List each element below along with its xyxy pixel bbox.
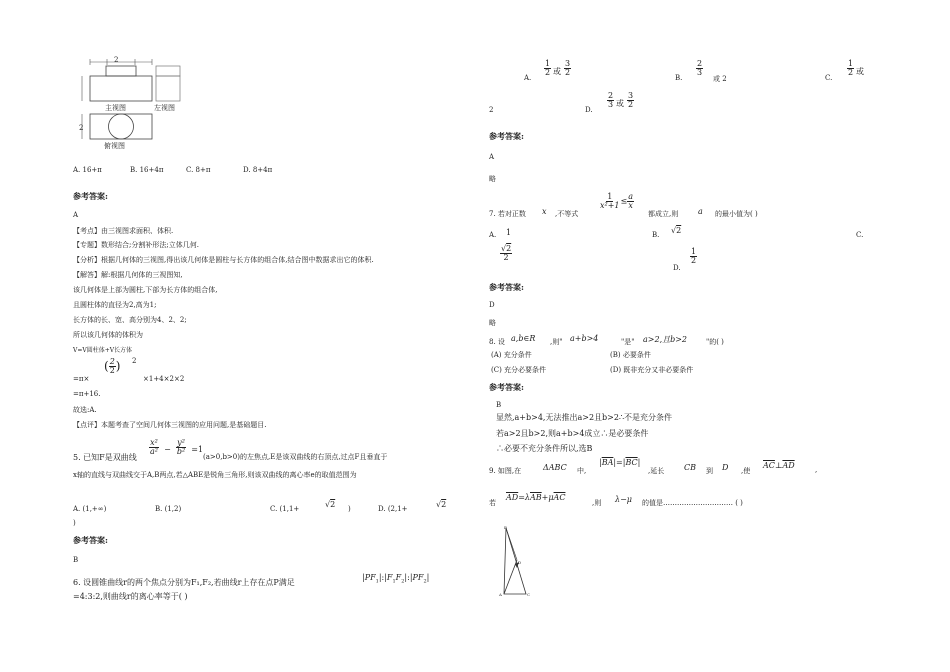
q6-d-or: 或 (616, 99, 624, 108)
q4-option-a: A. 16+π (73, 166, 102, 174)
q5-option-b: B. (1,2) (155, 505, 182, 513)
q7-option-b: B. (652, 231, 660, 239)
q9-d: D (722, 463, 729, 472)
solution-line: 且圆柱体的直径为2,高为1; (73, 301, 157, 309)
svg-text:B: B (504, 525, 507, 530)
q6-note: 略 (489, 175, 496, 183)
q6-a-frac2: $\frac{3}{2}$ (565, 59, 571, 77)
figure-dim-side: 2 (79, 124, 84, 132)
q9-mid2: ,延长 (648, 467, 665, 475)
q9-perpendicular: $\overline{AC}\perp\overline{AD}$ (763, 461, 795, 470)
q9-to: 到 (706, 467, 713, 475)
q9-equal-vectors: $|\overline{BA}|=|\overline{BC}|$ (599, 458, 641, 467)
q8-condition-p: a+b>4 (570, 334, 599, 343)
q8-mid: ,则" (550, 338, 563, 346)
q6-d-frac1: $\frac{2}{3}$ (608, 91, 614, 109)
q7-answer: D (489, 301, 495, 309)
q6-line1: 6. 设圆锥曲线r的两个焦点分别为F₁,F₂,若曲线r上存在点P满足 (73, 578, 295, 587)
q8-is: "是" (621, 338, 635, 346)
figure-dim-top: 2 (114, 56, 119, 64)
q6-c-frac: $\frac{1}{2}$ (848, 59, 854, 77)
q8-condition-q: a>2,且b>2 (643, 335, 688, 344)
q8-option-a: (A) 充分条件 (491, 351, 532, 359)
q6-c-or: 或 (856, 67, 864, 76)
q5-option-c: C. (1,1+ (270, 505, 300, 513)
q7-var-x: x (542, 207, 547, 216)
q8-prefix: 8. 设 (489, 338, 505, 346)
q4-option-c: C. 8+π (186, 166, 211, 174)
solution-line: 【点评】本题考查了空间几何体三视图的应用问题,是基础题目. (73, 421, 267, 429)
solution-line: 【考点】由三视图求面积、体积. (73, 227, 174, 235)
sqrt2-c: √2 (325, 500, 336, 509)
solution-line: 【解答】解:根据几何体的三视图知, (73, 271, 183, 279)
q8-set: a,b∈R (511, 334, 536, 343)
solution-line: 长方体的长、宽、高分别为4、2、2; (73, 316, 187, 324)
q6-answer: A (489, 153, 495, 161)
volume-calc-end: ×1+4×2×2 (143, 375, 185, 383)
q6-line2: =4:3:2,则曲线r的离心率等于( ) (73, 592, 188, 601)
q8-solution-line: 显然,a+b>4,无法推出a>2且b>2∴不是充分条件 (496, 413, 673, 422)
sqrt2-d: √2 (436, 500, 447, 509)
q5-option-c-close: ) (348, 505, 351, 513)
volume-formula: V=V圆柱体+V长方体 (73, 347, 133, 354)
solution-line: 【分析】根据几何体的三视图,得出该几何体是圆柱与长方体的组合体,结合图中数据求出它的体积. (73, 256, 374, 264)
q7-option-d-value: $\frac{1}{2}$ (691, 247, 697, 265)
q6-option-c: C. (825, 74, 833, 82)
q7-note: 略 (489, 319, 496, 327)
volume-calc-start: =π× (73, 375, 90, 383)
solution-line: 该几何体是上部为圆柱,下部为长方体的组合体, (73, 286, 218, 294)
svg-text:D: D (518, 560, 522, 565)
front-view-label: 主视图 (105, 104, 126, 112)
q5-prefix: 5. 已知F是双曲线 (73, 453, 137, 462)
q8-option-b: (B) 必要条件 (610, 351, 651, 359)
q7-option-a-value: 1 (506, 228, 512, 237)
q9-end: , (815, 466, 818, 474)
q4-option-b: B. 16+4π (130, 166, 164, 174)
q7-mid: ,不等式 (555, 210, 579, 218)
q7-suffix: 都成立,则 (648, 210, 679, 218)
q9-triangle-figure (494, 524, 538, 600)
q9-prefix: 9. 如图,在 (489, 467, 522, 475)
q6-c-two: 2 (489, 106, 494, 114)
q7-option-b-value: √2 (671, 226, 682, 235)
q7-prefix: 7. 若对正数 (489, 210, 526, 218)
q4-answer: A (73, 211, 79, 219)
svg-text:C: C (527, 592, 531, 597)
q5-conditions: (a>0,b>0)的左焦点,E是该双曲线的右顶点,过点F且垂直于 (203, 453, 388, 461)
q8-suffix: "的( ) (706, 338, 724, 346)
q8-solution-line: ∴必要不充分条件所以,选B (496, 444, 593, 453)
q6-a-or: 或 (553, 67, 561, 76)
q9-value: 的值是………………………… ( ) (642, 499, 743, 507)
q7-tail: 的最小值为( ) (715, 210, 758, 218)
solution-line: 【专题】数形结合;分割补形法;立体几何. (73, 241, 199, 249)
svg-text:A: A (499, 592, 502, 597)
q8-answer: B (496, 401, 502, 409)
q7-answer-title: 参考答案: (489, 282, 524, 292)
q5-answer: B (73, 556, 79, 564)
q7-option-d: D. (673, 264, 681, 272)
q9-mid1: 中, (577, 467, 587, 475)
q7-option-c: C. (856, 231, 864, 239)
top-view-label: 俯视图 (104, 142, 125, 150)
square-exponent: 2 (132, 357, 137, 365)
q4-option-d: D. 8+4π (243, 166, 273, 174)
q8-option-c: (C) 充分必要条件 (491, 366, 547, 374)
q5-option-a: A. (1,+∞) (73, 505, 107, 513)
q6-option-a: A. (524, 74, 532, 82)
q5-line2: x轴的直线与双曲线交于A,B两点,若△ABE是锐角三角形,则该双曲线的离心率e的取值范围为 (73, 471, 357, 479)
q6-a-frac1: $\frac{1}{2}$ (545, 59, 551, 77)
q7-inequality: $\frac{1}{\text{x²+1}}$ ≤ $\frac{a}{x}$ (600, 192, 633, 210)
q9-if: 若 (489, 499, 496, 507)
q5-option-d: D. (2,1+ (378, 505, 408, 513)
solution-line: 故选:A. (73, 406, 97, 414)
q8-option-d: (D) 既非充分又非必要条件 (610, 366, 694, 374)
hyperbola-equation: $\frac{\text{x²}}{\text{a²}}$ − $\frac{\text{y²}}{\text{b²}}$ =1 (150, 438, 204, 456)
side-view-label: 左视图 (154, 104, 175, 112)
q6-ratio-expression: $|PF_1|:|F_1F_2|:|PF_2|$ (362, 573, 430, 585)
q7-var-a: a (698, 207, 703, 216)
q6-answer-title: 参考答案: (489, 131, 524, 141)
q5-answer-title: 参考答案: (73, 535, 108, 545)
q7-option-a: A. (489, 231, 497, 239)
q8-solution-line: 若a>2且b>2,则a+b>4成立∴是必要条件 (496, 429, 649, 438)
q6-b-frac: $\frac{2}{3}$ (697, 59, 703, 77)
q6-option-d: D. (585, 106, 593, 114)
q9-then: ,则 (592, 499, 602, 507)
solution-line: =π+16. (73, 390, 101, 398)
q9-vector-equation: $\overline{AD}=\lambda\overline{AB}+\mu\overline{AC}$ (506, 493, 566, 502)
q9-triangle: ΔABC (543, 463, 567, 472)
q9-lambda-mu: λ−μ (615, 495, 632, 504)
paren-fraction: ( $\frac{2}{2}$ ) (104, 357, 121, 375)
q9-make: ,使 (741, 467, 751, 475)
q6-d-frac2: $\frac{3}{2}$ (628, 91, 634, 109)
solution-line: 所以该几何体的体积为 (73, 331, 143, 339)
q9-cb: CB (684, 463, 696, 472)
q4-answer-title: 参考答案: (73, 191, 108, 201)
q6-b-or: 或 2 (713, 75, 727, 83)
q6-option-b: B. (675, 74, 683, 82)
q7-option-c-value: $\frac{√2}{2}$ (501, 244, 512, 262)
q5-option-d-close: ) (73, 519, 76, 527)
q8-answer-title: 参考答案: (489, 382, 524, 392)
